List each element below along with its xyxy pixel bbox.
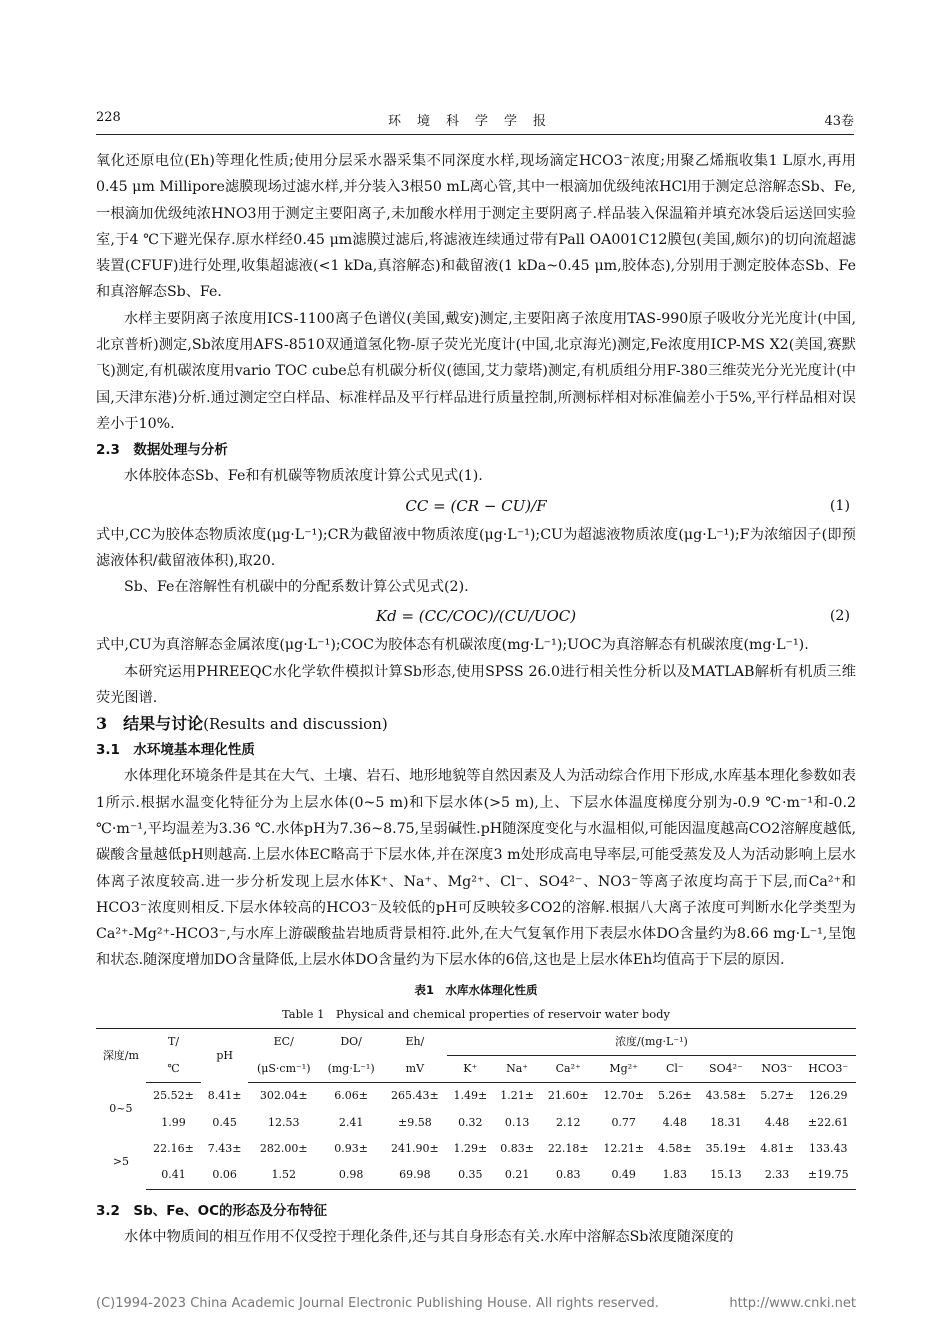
table-cell: 4.48	[764, 1115, 790, 1129]
table-cell: 6.06±	[334, 1089, 368, 1103]
table-caption: 表1 水库水体理化性质	[414, 982, 538, 997]
ion-header: K⁺	[447, 1056, 494, 1083]
data-table	[96, 1028, 856, 1190]
table-cell: 22.18±	[547, 1141, 589, 1155]
col-header: 浓度/(mg·L⁻¹)	[447, 1028, 856, 1055]
table-cell: 0.32	[458, 1115, 483, 1129]
table-cell: 1.83	[651, 1162, 698, 1189]
col-header: DO/	[319, 1028, 382, 1055]
col-header: Eh/	[383, 1028, 447, 1055]
paragraph: 本研究运用PHREEQC水化学软件模拟计算Sb形态,使用SPSS 26.0进行相关性分析以及MATLAB解析有机质三维荧光图谱.	[96, 663, 856, 707]
table-row	[96, 1136, 856, 1162]
ion-header: NO3⁻	[754, 1056, 801, 1083]
equation-2	[96, 602, 856, 630]
journal-title: 环境科学学报	[387, 114, 562, 129]
table-cell: 12.21±	[603, 1141, 645, 1155]
unit-header: mV	[383, 1056, 447, 1083]
table-cell: 0.93±	[334, 1141, 368, 1155]
table-cell: 4.48	[662, 1115, 688, 1129]
article-body	[96, 148, 856, 1250]
table-cell: 0.45	[212, 1115, 237, 1129]
table-cell: 0.77	[611, 1115, 636, 1129]
page-number: 228	[96, 110, 121, 125]
table-cell: 43.58±	[705, 1089, 747, 1103]
section-title-en: (Results and discussion)	[203, 715, 388, 734]
table-cell: 8.41±	[207, 1089, 242, 1103]
table-cell: 18.31	[710, 1115, 742, 1129]
paragraph: 氧化还原电位(Eh)等理化性质;使用分层采水器采集不同深度水样,现场滴定HCO3⁻浓度;用聚乙烯瓶收集1 L原水,再用0.45 μm Millipore滤膜现场过滤水样,并分装入3根50 mL离心管,其中一根滴加优级纯浓HCl用于测定总溶解态Sb、Fe,一根滴加优级纯浓HNO3用于测定主要阳离子,未加酸水样用于测定主要阴离子.样品装入保温箱并填充冰袋后运送回实验室,于4 ℃下避光保存.原水样经0.45 μm滤膜过滤后,将滤液连续通过带有Pall OA001C12膜包(美国,颇尔)的切向流超滤装置(CFUF)进行处理,收集超滤液(<1 kDa,真溶解态)和截留液(1 kDa~0.45 μm,胶体态),分别用于测定胶体态Sb、Fe和真溶解态Sb、Fe.	[96, 153, 856, 301]
section-heading: 3.1 水环境基本理化性质	[96, 742, 255, 759]
table-cell: ±19.75	[800, 1162, 856, 1189]
table-cell: 21.60±	[547, 1089, 589, 1103]
ion-header: Ca²⁺	[540, 1056, 595, 1083]
paragraph: 式中,CC为胶体态物质浓度(μg·L⁻¹);CR为截留液中物质浓度(μg·L⁻¹);CU为超滤液物质浓度(μg·L⁻¹);F为浓缩因子(即预滤液体积/截留液体积),取20.	[96, 526, 856, 569]
equation-number: (2)	[829, 608, 850, 625]
table-cell: 7.43±	[207, 1141, 242, 1155]
table-cell: 25.52±	[153, 1089, 194, 1103]
table-cell: 12.53	[267, 1115, 300, 1129]
paragraph: 水体胶体态Sb、Fe和有机碳等物质浓度计算公式见式(1).	[124, 468, 483, 485]
table-cell: 1.99	[161, 1115, 186, 1129]
table-cell: 265.43±	[390, 1089, 439, 1103]
unit-header: (mg·L⁻¹)	[319, 1056, 382, 1083]
ion-header: SO4²⁻	[698, 1056, 753, 1083]
paragraph: 式中,CU为真溶解态金属浓度(μg·L⁻¹);COC为胶体态有机碳浓度(mg·L⁻¹);UOC为真溶解态有机碳浓度(mg·L⁻¹).	[96, 637, 809, 654]
table-cell: 1.21±	[500, 1089, 534, 1103]
table-caption-en: Table 1 Physical and chemical properties of reservoir water body	[281, 1006, 671, 1021]
section-heading	[96, 711, 856, 737]
col-header: 深度/m	[96, 1028, 146, 1083]
footer	[96, 1296, 856, 1311]
table-row	[96, 1083, 856, 1110]
table-cell: 15.13	[698, 1162, 753, 1189]
col-header: T/	[146, 1028, 201, 1055]
table-cell: 35.19±	[705, 1141, 747, 1155]
paragraph: 水体理化环境条件是其在大气、土壤、岩石、地形地貌等自然因素及人为活动综合作用下形成,水库基本理化参数如表1所示.根据水温变化特征分为上层水体(0~5 m)和下层水体(>5 m),上、下层水体温度梯度分别为-0.9 ℃·m⁻¹和-0.2 ℃·m⁻¹,平均温差为3.36 ℃.水体pH为7.36~8.75,呈弱碱性.pH随深度变化与水温相似,可能因温度越高CO2溶解度越低,碳酸含量越低pH则越高.上层水体EC略高于下层水体,并在深度3 m处形成高电导率层,可能受蒸发及人为活动影响上层水体离子浓度较高.进一步分析发现上层水体K⁺、Na⁺、Mg²⁺、Cl⁻、SO4²⁻、NO3⁻等离子浓度均高于下层,而Ca²⁺和HCO3⁻浓度则相反.下层水体较高的HCO3⁻及较低的pH可反映较多CO2的溶解.根据八大离子浓度可判断水化学类型为Ca²⁺-Mg²⁺-HCO3⁻,与水库上游碳酸盐岩地质背景相符.此外,在大气复氧作用下表层水体DO含量约为8.66 mg·L⁻¹,呈饱和状态.随深度增加DO含量降低,上层水体DO含量约为下层水体的6倍,这也是上层水体Eh均值高于下层的原因.	[96, 768, 856, 969]
paragraph: 水样主要阴离子浓度用ICS-1100离子色谱仪(美国,戴安)测定,主要阳离子浓度用TAS-990原子吸收分光光度计(中国,北京普析)测定,Sb浓度用AFS-8510双通道氢化物-原子荧光光度计(中国,北京海光)测定,Fe浓度用ICP-MS X2(美国,赛默飞)测定,有机碳浓度用vario TOC cube总有机碳分析仪(德国,艾力蒙塔)测定,有机质组分用F-380三维荧光分光光度计(中国,天津东港)分析.通过测定空白样品、标准样品及平行样品进行质量控制,所测标样相对标准偏差小于5%,平行样品相对误差小于10%.	[96, 310, 856, 432]
table-row	[96, 1162, 856, 1189]
header-rule	[96, 134, 854, 135]
table-cell: 302.04±	[259, 1089, 308, 1103]
paragraph: 水体中物质间的相互作用不仅受控于理化条件,还与其自身形态有关.水库中溶解态Sb浓度随深度的	[124, 1228, 734, 1245]
section-heading: 3.2 Sb、Fe、OC的形态及分布特征	[96, 1202, 328, 1219]
ion-header: HCO3⁻	[800, 1056, 856, 1083]
ion-header: Na⁺	[494, 1056, 541, 1083]
table-cell: 4.58±	[657, 1141, 692, 1155]
table-cell: 126.29	[808, 1089, 848, 1103]
table-cell: 0.83±	[500, 1141, 534, 1155]
table-cell: 241.90±	[390, 1141, 439, 1155]
copyright: (C)1994-2023 China Academic Journal Electronic Publishing House. All rights reserved.	[96, 1296, 659, 1311]
footer-url: http://www.cnki.net	[729, 1296, 856, 1311]
table-cell: 0.35	[447, 1162, 494, 1189]
section-title: 3 结果与讨论	[96, 714, 204, 734]
table-cell: 1.29±	[453, 1141, 488, 1155]
table-cell: 0.21	[494, 1162, 541, 1189]
table-row	[96, 1110, 856, 1136]
col-header: pH	[201, 1028, 248, 1083]
table-cell: 1.49±	[453, 1089, 488, 1103]
depth-cell: 0~5	[109, 1102, 133, 1116]
section-heading: 2.3 数据处理与分析	[96, 442, 228, 459]
ion-header: Cl⁻	[651, 1056, 698, 1083]
table-cell: ±22.61	[807, 1115, 849, 1129]
table-cell: 2.33	[754, 1162, 801, 1189]
table-cell: 0.06	[201, 1162, 248, 1189]
table-cell: 1.52	[248, 1162, 319, 1189]
volume: 43卷	[824, 114, 854, 129]
table-cell: 2.12	[555, 1115, 581, 1129]
table-cell: 0.49	[596, 1162, 651, 1189]
table-cell: 282.00±	[259, 1141, 308, 1155]
table-cell: 0.98	[319, 1162, 382, 1189]
table-cell: 4.81±	[760, 1141, 794, 1155]
paragraph: Sb、Fe在溶解性有机碳中的分配系数计算公式见式(2).	[124, 579, 469, 596]
equation-1	[96, 492, 856, 520]
depth-cell: >5	[112, 1155, 129, 1169]
table-cell: 133.43	[808, 1141, 848, 1155]
unit-header: (μS·cm⁻¹)	[248, 1056, 319, 1083]
table-cell: 12.70±	[603, 1089, 645, 1103]
equation-number: (1)	[829, 497, 850, 514]
unit-header: ℃	[146, 1056, 201, 1083]
col-header: EC/	[248, 1028, 319, 1055]
table-cell: 0.41	[146, 1162, 201, 1189]
equation-formula: CC = (CR − CU)/F	[405, 496, 547, 515]
table-cell: 22.16±	[153, 1141, 194, 1155]
table-cell: 5.26±	[657, 1089, 692, 1103]
table-cell: ±9.58	[397, 1115, 432, 1129]
table-cell: 2.41	[338, 1115, 364, 1129]
equation-formula: Kd = (CC/COC)/(CU/UOC)	[375, 607, 577, 626]
ion-header: Mg²⁺	[596, 1056, 651, 1083]
table-cell: 0.13	[504, 1115, 530, 1129]
table-cell: 5.27±	[760, 1089, 794, 1103]
running-header	[96, 110, 854, 134]
table-cell: 69.98	[383, 1162, 447, 1189]
table-cell: 0.83	[540, 1162, 595, 1189]
